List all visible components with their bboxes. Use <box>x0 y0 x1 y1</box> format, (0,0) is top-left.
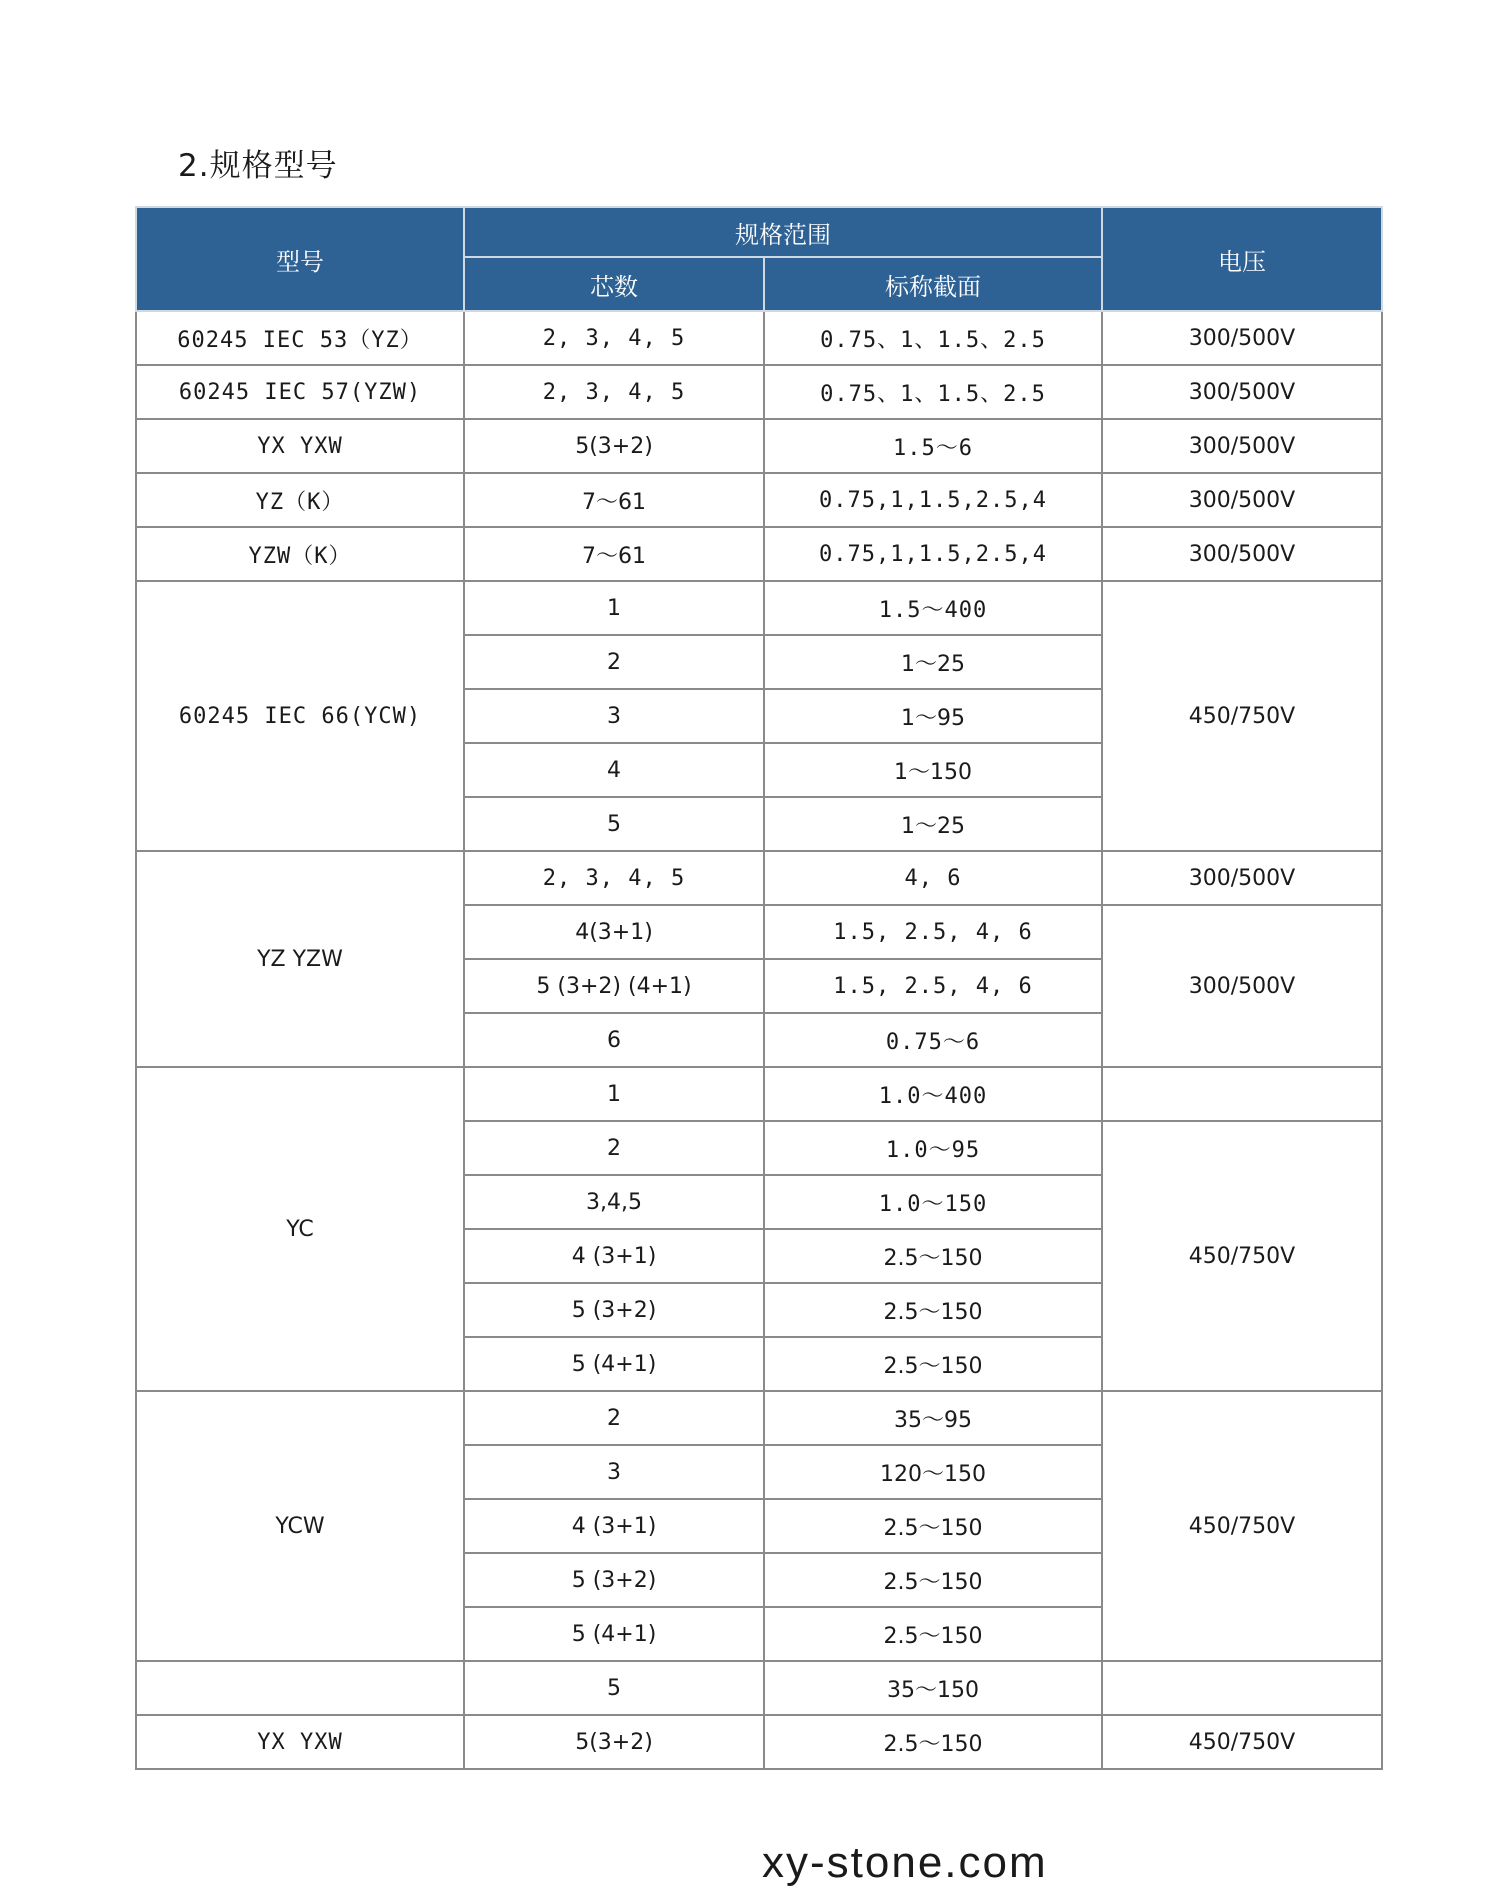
section-cell: 1.5～6 <box>764 419 1102 473</box>
model-cell: YX YXW <box>136 1715 464 1769</box>
header-cores: 芯数 <box>464 257 764 311</box>
section-cell: 1～25 <box>764 797 1102 851</box>
voltage-cell-empty <box>1102 1661 1382 1715</box>
cores-cell: 4 (3+1) <box>464 1499 764 1553</box>
table-row <box>136 365 1382 419</box>
header-spec-range: 规格范围 <box>464 207 1102 257</box>
section-cell: 1.0～400 <box>764 1067 1102 1121</box>
section-cell: 0.75、1、1.5、2.5 <box>764 365 1102 419</box>
spec-table <box>135 206 1383 1770</box>
header-voltage: 电压 <box>1102 207 1382 311</box>
cores-cell: 2, 3, 4, 5 <box>464 311 764 365</box>
section-cell: 2.5～150 <box>764 1283 1102 1337</box>
table-row <box>136 473 1382 527</box>
table-row <box>136 851 1382 905</box>
section-cell: 2.5～150 <box>764 1553 1102 1607</box>
voltage-cell: 300/500V <box>1102 527 1382 581</box>
cores-cell: 5 (3+2) <box>464 1553 764 1607</box>
cores-cell: 5 (3+2) (4+1) <box>464 959 764 1013</box>
cores-cell: 6 <box>464 1013 764 1067</box>
section-cell: 2.5～150 <box>764 1229 1102 1283</box>
section-cell: 1～95 <box>764 689 1102 743</box>
table-row <box>136 1067 1382 1121</box>
header-model: 型号 <box>136 207 464 311</box>
cores-cell: 1 <box>464 581 764 635</box>
model-cell: YZW（K） <box>136 527 464 581</box>
cores-cell: 5 (3+2) <box>464 1283 764 1337</box>
section-cell: 1.0～150 <box>764 1175 1102 1229</box>
table-row <box>136 1661 1382 1715</box>
section-cell: 2.5～150 <box>764 1607 1102 1661</box>
cores-cell: 2, 3, 4, 5 <box>464 851 764 905</box>
cores-cell: 2 <box>464 1391 764 1445</box>
section-cell: 2.5～150 <box>764 1337 1102 1391</box>
cores-cell: 3 <box>464 1445 764 1499</box>
section-cell: 0.75～6 <box>764 1013 1102 1067</box>
section-cell: 1.5～400 <box>764 581 1102 635</box>
voltage-cell: 300/500V <box>1102 419 1382 473</box>
section-cell: 1～150 <box>764 743 1102 797</box>
section-cell: 1.5, 2.5, 4, 6 <box>764 905 1102 959</box>
cores-cell: 4 <box>464 743 764 797</box>
model-cell: YC <box>136 1067 464 1391</box>
section-cell: 0.75,1,1.5,2.5,4 <box>764 473 1102 527</box>
model-cell: YX YXW <box>136 419 464 473</box>
table-row <box>136 419 1382 473</box>
section-cell: 0.75、1、1.5、2.5 <box>764 311 1102 365</box>
cores-cell: 5 (4+1) <box>464 1337 764 1391</box>
cores-cell: 2 <box>464 1121 764 1175</box>
cores-cell: 7～61 <box>464 527 764 581</box>
section-cell: 2.5～150 <box>764 1715 1102 1769</box>
cores-cell: 2 <box>464 635 764 689</box>
cores-cell: 4(3+1) <box>464 905 764 959</box>
cores-cell: 3,4,5 <box>464 1175 764 1229</box>
section-cell: 0.75,1,1.5,2.5,4 <box>764 527 1102 581</box>
voltage-cell: 450/750V <box>1102 1121 1382 1391</box>
section-cell: 120～150 <box>764 1445 1102 1499</box>
section-cell: 1.0～95 <box>764 1121 1102 1175</box>
model-cell: 60245 IEC 66(YCW) <box>136 581 464 851</box>
section-cell: 2.5～150 <box>764 1499 1102 1553</box>
cores-cell: 7～61 <box>464 473 764 527</box>
footer-watermark: xy-stone.com <box>762 1838 1048 1887</box>
header-section: 标称截面 <box>764 257 1102 311</box>
model-cell: 60245 IEC 57(YZW) <box>136 365 464 419</box>
table-row <box>136 1715 1382 1769</box>
section-cell: 1.5, 2.5, 4, 6 <box>764 959 1102 1013</box>
voltage-cell: 300/500V <box>1102 365 1382 419</box>
table-row <box>136 1391 1382 1445</box>
section-cell: 35～95 <box>764 1391 1102 1445</box>
model-cell: YCW <box>136 1391 464 1661</box>
voltage-cell: 450/750V <box>1102 1391 1382 1661</box>
table-row <box>136 527 1382 581</box>
cores-cell: 5 (4+1) <box>464 1607 764 1661</box>
voltage-cell-empty <box>1102 1067 1382 1121</box>
cores-cell: 5(3+2) <box>464 1715 764 1769</box>
section-cell: 35～150 <box>764 1661 1102 1715</box>
cores-cell: 5 <box>464 1661 764 1715</box>
voltage-cell: 450/750V <box>1102 581 1382 851</box>
model-cell: YZ（K） <box>136 473 464 527</box>
cores-cell: 1 <box>464 1067 764 1121</box>
table-row <box>136 311 1382 365</box>
voltage-cell: 300/500V <box>1102 905 1382 1067</box>
cores-cell: 2, 3, 4, 5 <box>464 365 764 419</box>
cores-cell: 5 <box>464 797 764 851</box>
voltage-cell: 300/500V <box>1102 851 1382 905</box>
model-cell: 60245 IEC 53（YZ） <box>136 311 464 365</box>
cores-cell: 4 (3+1) <box>464 1229 764 1283</box>
model-cell-empty <box>136 1661 464 1715</box>
model-cell: YZ YZW <box>136 851 464 1067</box>
voltage-cell: 300/500V <box>1102 311 1382 365</box>
voltage-cell: 300/500V <box>1102 473 1382 527</box>
table-row <box>136 581 1382 635</box>
section-cell: 1～25 <box>764 635 1102 689</box>
section-cell: 4, 6 <box>764 851 1102 905</box>
voltage-cell: 450/750V <box>1102 1715 1382 1769</box>
section-heading: 2.规格型号 <box>178 148 338 184</box>
cores-cell: 3 <box>464 689 764 743</box>
cores-cell: 5(3+2) <box>464 419 764 473</box>
